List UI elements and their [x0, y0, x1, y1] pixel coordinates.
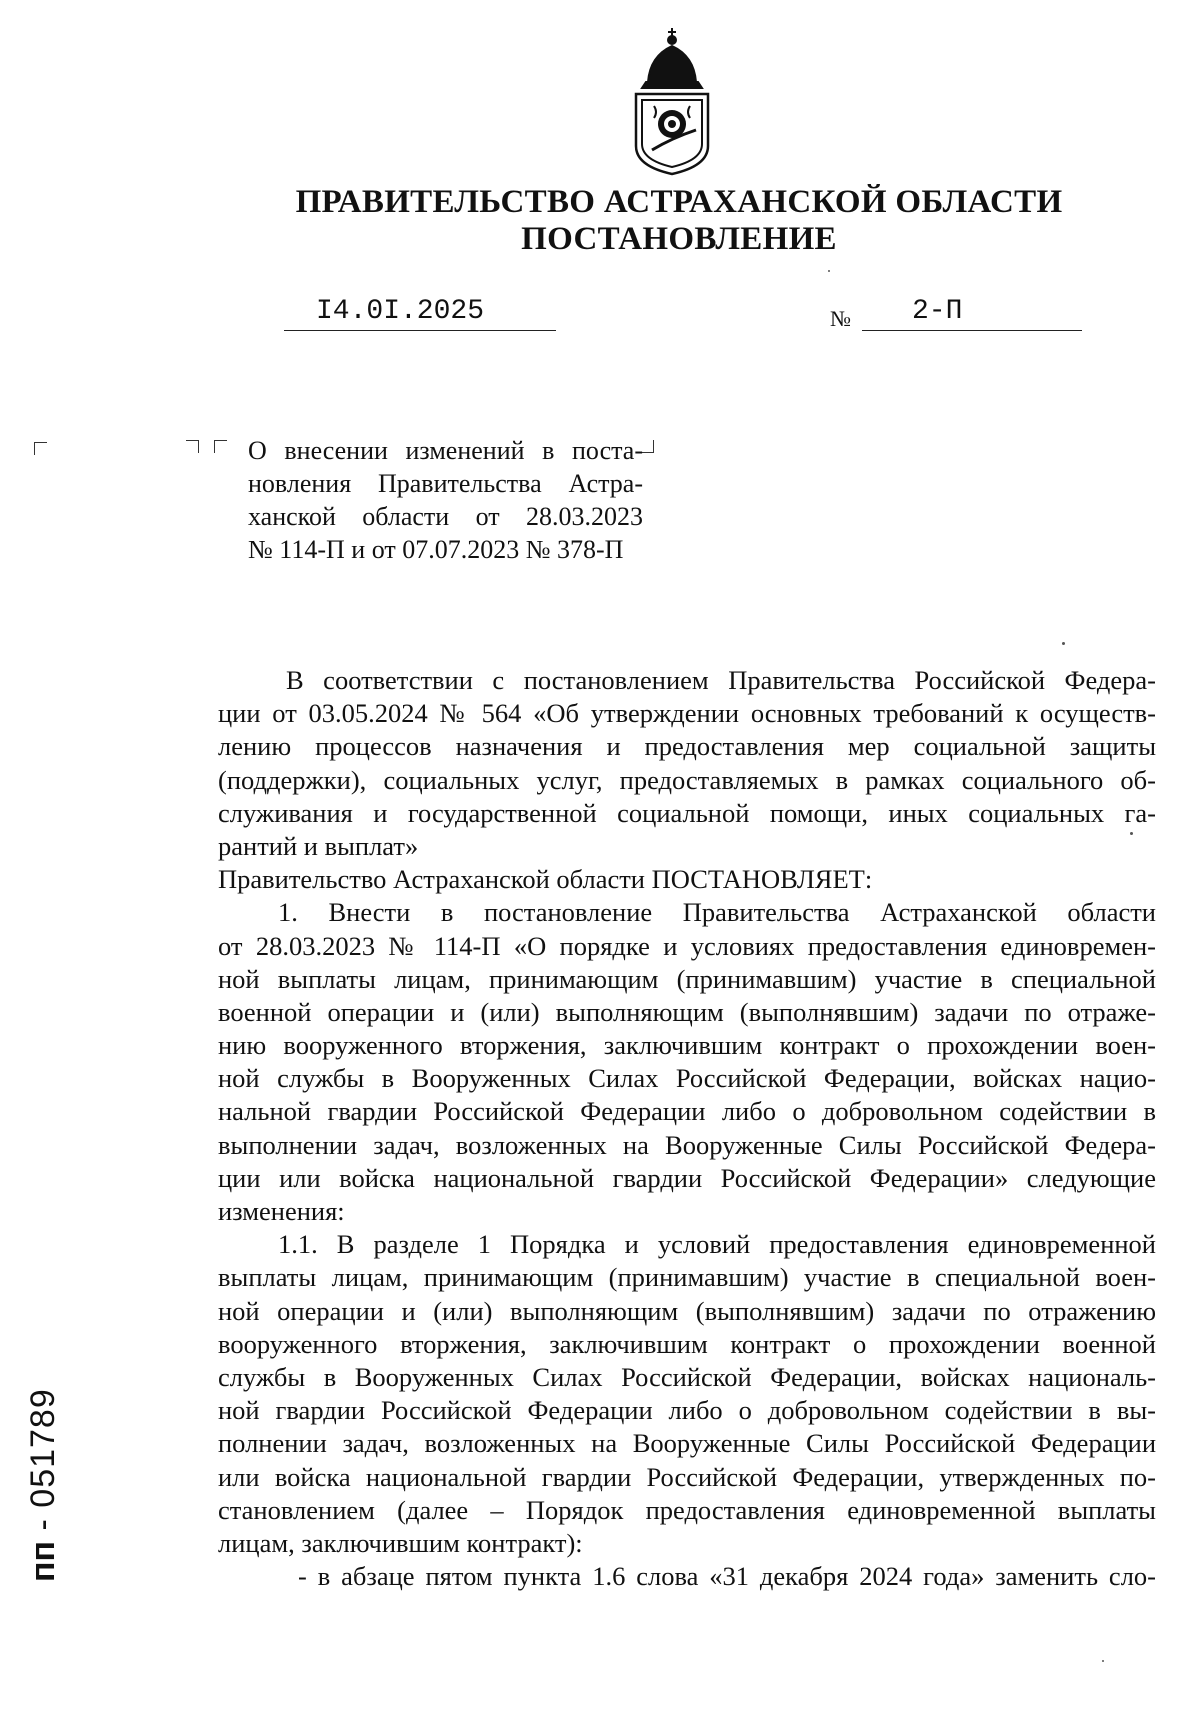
body-line: 1.1. В разделе 1 Порядка и условий предоставления единовременной: [278, 1229, 1156, 1260]
date-field: [284, 296, 556, 331]
body-line: ной гвардии Российской Федерации либо о добровольном содействии в вы-: [218, 1395, 1156, 1426]
government-title: ПРАВИТЕЛЬСТВО АСТРАХАНСКОЙ ОБЛАСТИ: [295, 184, 1063, 220]
scan-speck: [1102, 1660, 1104, 1662]
body-line: нию вооруженного вторжения, заключившим контракт о прохождении воен-: [218, 1030, 1156, 1061]
body-line: ной службы в Вооруженных Силах Российской Федерации, войсках нацио-: [218, 1063, 1156, 1094]
date-value: I4.0I.2025: [315, 296, 485, 327]
body-line: становлением (далее – Порядок предоставления единовременной выплаты: [218, 1494, 1156, 1525]
subject-line: № 114-П и от 07.07.2023 № 378-П: [248, 535, 624, 564]
body-line: изменения:: [218, 1196, 345, 1226]
subject-corner-mark: [214, 440, 227, 453]
side-stamp: [24, 1242, 64, 1582]
body-line: военной операции и (или) выполняющим (выполнявшим) задачи по отраже-: [218, 996, 1156, 1027]
number-value: 2-П: [912, 296, 963, 327]
scan-speck: [828, 270, 830, 272]
body-line: нальной гвардии Российской Федерации либо о добровольном содействии в: [218, 1096, 1156, 1127]
body-line: полнении задач, возложенных на Вооруженные Силы Российской Федерации: [218, 1428, 1156, 1459]
subject-line: новления Правительства Астра-: [248, 469, 643, 498]
scan-speck: [1062, 642, 1065, 645]
subject-line: О внесении изменений в поста-: [248, 436, 643, 465]
body-line: рантий и выплат»: [218, 830, 419, 861]
number-sign: №: [830, 306, 851, 331]
body-line: 1. Внести в постановление Правительства Астраханской области: [278, 897, 1156, 928]
body-line: или войска национальной гвардии Российской Федерации, утвержденных по-: [218, 1461, 1156, 1492]
side-stamp-prefix: пп: [24, 1540, 62, 1582]
body-line: лицам, заключившим контракт):: [218, 1527, 583, 1558]
body-line: ции от 03.05.2024 № 564 «Об утверждении основных требований к осуществ-: [218, 698, 1156, 729]
body-line: Правительство Астраханской области ПОСТАНОВЛЯЕТ:: [218, 864, 873, 895]
margin-corner-mark: [34, 442, 47, 455]
body-line: выплаты лицам, принимающим (принимавшим) участие в специальной воен-: [218, 1262, 1156, 1293]
document-type-title: ПОСТАНОВЛЕНИЕ: [521, 221, 837, 257]
subject-block: [248, 434, 643, 566]
body-line: - в абзаце пятом пункта 1.6 слова «31 декабря 2024 года» заменить сло-: [298, 1561, 1156, 1592]
body-line: (поддержки), социальных услуг, предоставляемых в рамках социального об-: [218, 764, 1156, 795]
coat-of-arms-icon: [628, 26, 716, 176]
body-line: вооруженного вторжения, заключившим контракт о прохождении военной: [218, 1328, 1156, 1359]
body-line: В соответствии с постановлением Правительства Российской Федера-: [286, 665, 1156, 695]
subject-corner-mark: [186, 440, 199, 453]
number-field: [862, 296, 1082, 331]
body-line: ции или войска национальной гвардии Российской Федерации» следующие: [218, 1162, 1156, 1193]
scan-speck: [1130, 832, 1133, 835]
body-line: ной выплаты лицам, принимающим (принимавшим) участие в специальной: [218, 963, 1156, 994]
body-line: служивания и государственной социальной помощи, иных социальных га-: [218, 797, 1156, 828]
body-line: ной операции и (или) выполняющим (выполнявшим) задачи по отражению: [218, 1295, 1156, 1326]
body-line: лению процессов назначения и предоставления мер социальной защиты: [218, 731, 1156, 762]
body-line: службы в Вооруженных Силах Российской Федерации, войсках националь-: [218, 1361, 1156, 1392]
subject-line: ханской области от 28.03.2023: [248, 502, 643, 531]
body-line: выполнении задач, возложенных на Вооруженные Силы Российской Федера-: [218, 1129, 1156, 1160]
side-stamp-code: - 051789: [24, 1388, 62, 1541]
document-body: [218, 664, 1156, 1593]
body-line: от 28.03.2023 № 114-П «О порядке и условиях предоставления единовремен-: [218, 930, 1156, 961]
